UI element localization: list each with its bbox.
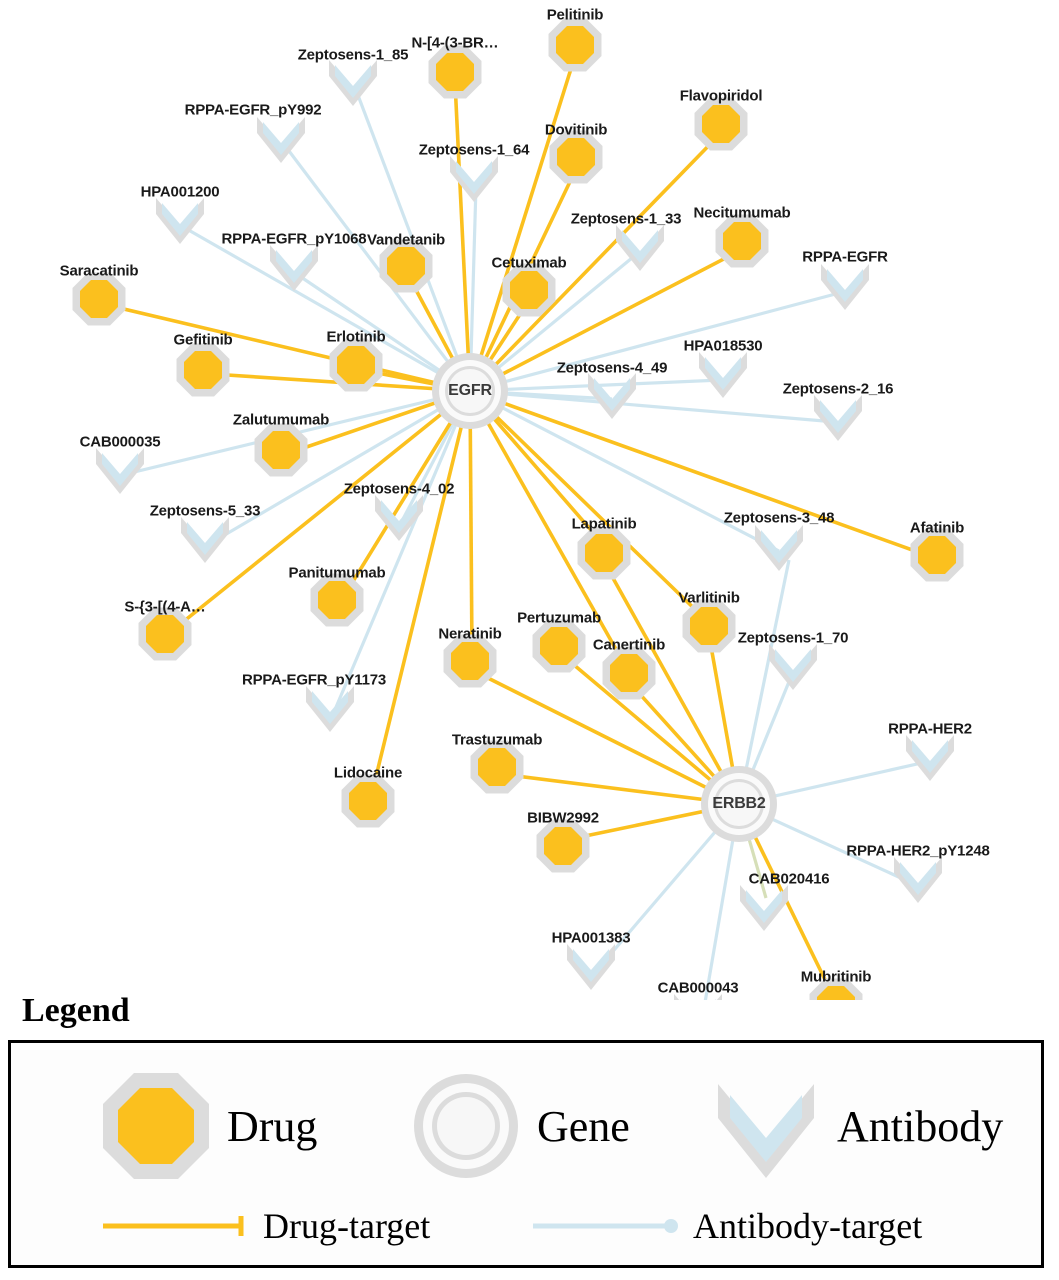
antibody-label-7: HPA018530	[683, 337, 763, 355]
antibody-nodes	[96, 60, 954, 1000]
antibody-target-edge-icon	[531, 1212, 681, 1240]
antibody-label-19: HPA001383	[551, 929, 631, 947]
antibody-label-5: RPPA-EGFR_pY1068	[221, 230, 367, 248]
antibody-label-10: CAB000035	[79, 433, 161, 451]
drug-label-17: Neratinib	[438, 625, 502, 643]
antibody-label-17: RPPA-HER2_pY1248	[846, 842, 990, 860]
antibody-label-2: Zeptosens-1_64	[418, 141, 530, 159]
antibody-label-8: Zeptosens-4_49	[556, 359, 668, 377]
legend-box	[8, 1040, 1044, 1268]
drug-label-20: Lidocaine	[333, 764, 403, 782]
gene-label-egfr: EGFR	[448, 382, 492, 399]
antibody-icon	[711, 1071, 821, 1181]
antibody-label-12: Zeptosens-5_33	[149, 502, 261, 520]
antibody-label-3: HPA001200	[140, 183, 220, 201]
drug-label-2: Flavopiridol	[679, 87, 763, 105]
legend-item-drug	[101, 1071, 317, 1181]
drug-label-19: Trastuzumab	[451, 731, 543, 749]
drug-label-14: Panitumumab	[288, 564, 386, 582]
antibody-label-4: Zeptosens-1_33	[570, 210, 682, 228]
drug-label-21: BIBW2992	[527, 809, 599, 827]
drug-label-11: Lapatinib	[571, 515, 637, 533]
antibody-label-15: RPPA-EGFR_pY1173	[241, 671, 387, 689]
drug-label-22: Mubritinib	[800, 968, 872, 986]
gene-icon	[411, 1071, 521, 1181]
drug-label-0: Pelitinib	[546, 6, 604, 24]
antibody-label-6: RPPA-EGFR	[802, 248, 888, 266]
legend-item-antibody	[711, 1071, 1003, 1181]
drug-label-5: Vandetanib	[366, 231, 446, 249]
antibody-label-20: CAB000043	[657, 979, 739, 997]
antibody-label-14: Zeptosens-1_70	[737, 629, 849, 647]
drug-label-7: Saracatinib	[59, 262, 139, 280]
drug-label-15: S-{3-[(4-A…	[124, 598, 206, 616]
drug-label-4: Necitumumab	[693, 204, 791, 222]
gene-label-erbb2: ERBB2	[712, 795, 766, 812]
drug-icon	[101, 1071, 211, 1181]
drug-label-18: Canertinib	[592, 636, 666, 654]
antibody-label-13: Zeptosens-3_48	[723, 509, 835, 527]
antibody-edges	[126, 87, 926, 1000]
drug-label-12: Afatinib	[909, 519, 965, 537]
antibody-label-9: Zeptosens-2_16	[782, 380, 894, 398]
drug-label-13: Varlitinib	[678, 589, 740, 607]
legend-label-gene: Gene	[537, 1101, 630, 1151]
antibody-label-18: CAB020416	[748, 870, 830, 888]
antibody-label-11: Zeptosens-4_02	[343, 480, 455, 498]
legend-label-antibody-target: Antibody-target	[693, 1206, 923, 1246]
antibody-label-16: RPPA-HER2	[888, 720, 972, 738]
antibody-label-1: RPPA-EGFR_pY992	[184, 101, 322, 119]
drug-edges	[107, 56, 929, 998]
legend-item-drug-target	[101, 1205, 430, 1247]
drug-label-9: Gefitinib	[173, 331, 233, 349]
drug-label-16: Pertuzumab	[517, 609, 601, 627]
drug-label-3: Dovitinib	[544, 121, 608, 139]
drug-label-1: N-[4-(3-BR…	[411, 34, 499, 52]
antibody-label-0: Zeptosens-1_85	[297, 46, 409, 64]
legend-label-antibody: Antibody	[837, 1101, 1004, 1151]
legend-title: Legend	[22, 992, 130, 1029]
legend-label-drug-target: Drug-target	[263, 1206, 431, 1246]
legend-item-gene	[411, 1071, 630, 1181]
drug-target-edge-icon	[101, 1212, 251, 1240]
drug-label-8: Erlotinib	[326, 328, 386, 346]
drug-label-10: Zalutumumab	[232, 411, 330, 429]
drug-label-6: Cetuximab	[491, 254, 567, 272]
legend-label-drug: Drug	[227, 1101, 318, 1151]
legend-item-antibody-target	[531, 1205, 922, 1247]
